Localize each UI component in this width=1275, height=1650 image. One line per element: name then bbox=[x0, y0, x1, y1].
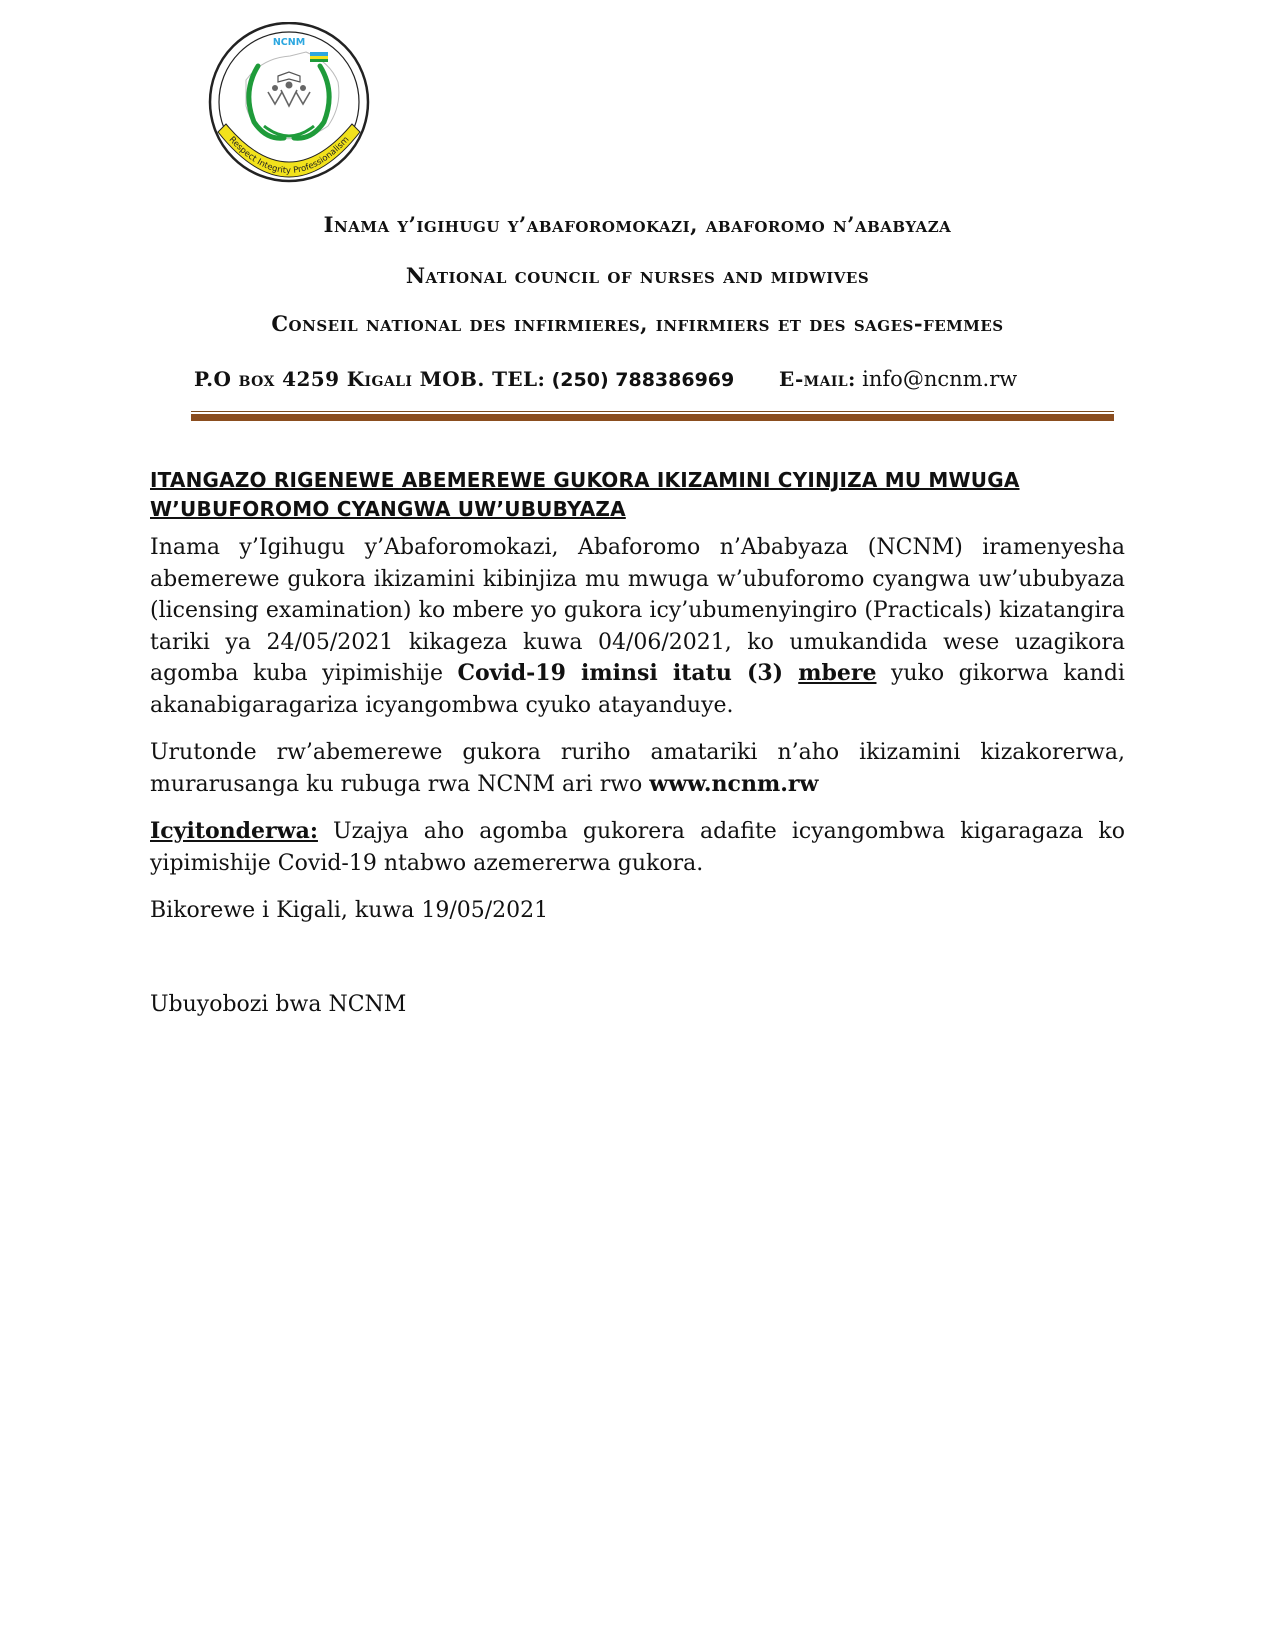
paragraph-list-text: Urutonde rw’abemerewe gukora ruriho amatariki n’aho ikizamini kizakorerwa, murarusanga ku rubuga rwa NCNM ari rwo bbox=[150, 740, 1125, 797]
po-box: P.O box 4259 Kigali MOB. TEL: bbox=[194, 367, 546, 391]
signature: Ubuyobozi bwa NCNM bbox=[150, 991, 407, 1017]
website-link[interactable]: www.ncnm.rw bbox=[649, 770, 819, 797]
paragraph-main bbox=[150, 532, 1125, 721]
header-title-kinyarwanda: Inama y’igihugu y’abaforomokazi, abaforomo n’ababyaza bbox=[323, 212, 952, 237]
email-label: E-mail: bbox=[778, 367, 856, 391]
mbere-emphasis: mbere bbox=[798, 660, 877, 686]
paragraph-main-end: yuko gikorwa kandi akanabigaragariza icyangombwa cyuko atayanduye. bbox=[150, 661, 1125, 718]
paragraph-list bbox=[150, 737, 1125, 800]
logo-acronym: NCNM bbox=[272, 37, 306, 48]
logo-motto: Respect Integrity Professionalism bbox=[226, 134, 352, 177]
contact-line bbox=[194, 367, 1017, 391]
notice-body bbox=[150, 466, 1125, 1036]
covid-emphasis: Covid-19 iminsi itatu (3) bbox=[457, 660, 799, 686]
note-text: Uzajya aho agomba gukorera adafite icyangombwa kigaragaza ko yipimishije Covid-19 ntabwo azemererwa gukora. bbox=[150, 819, 1125, 876]
header-title-english: National council of nurses and midwives bbox=[405, 263, 870, 288]
paragraph-main-text: Inama y’Igihugu y’Abaforomokazi, Abaforomo n’Ababyaza (NCNM) iramenyesha abemerewe gukora ikizamini kibinjiza mu mwuga w’ubuforomo cyangwa uw’ububyaza (licensing examination) ko mbere yo gukora icy’ubumenyingiro (Practicals) kizatangira tariki ya 24/05/2021 kikageza kuwa 04/06/2021, ko umukandida wese uzagikora agomba kuba yipimishije bbox=[150, 535, 1125, 686]
notice-title: ITANGAZO RIGENEWE ABEMEREWE GUKORA IKIZAMINI CYINJIZA MU MWUGA W’UBUFOROMO CYANGWA UW’UBUBYAZA bbox=[150, 468, 1020, 521]
header-title-french: Conseil national des infirmieres, infirmiers et des sages-femmes bbox=[271, 311, 1004, 336]
email-address[interactable]: info@ncnm.rw bbox=[862, 367, 1018, 391]
note-label: Icyitonderwa: bbox=[150, 818, 318, 844]
header-divider-thick bbox=[191, 414, 1114, 421]
place-and-date: Bikorewe i Kigali, kuwa 19/05/2021 bbox=[150, 898, 549, 923]
phone-number: (250) 788386969 bbox=[551, 369, 735, 391]
ncnm-logo bbox=[202, 22, 376, 190]
header-divider-thin bbox=[191, 411, 1114, 412]
paragraph-note bbox=[150, 816, 1125, 879]
